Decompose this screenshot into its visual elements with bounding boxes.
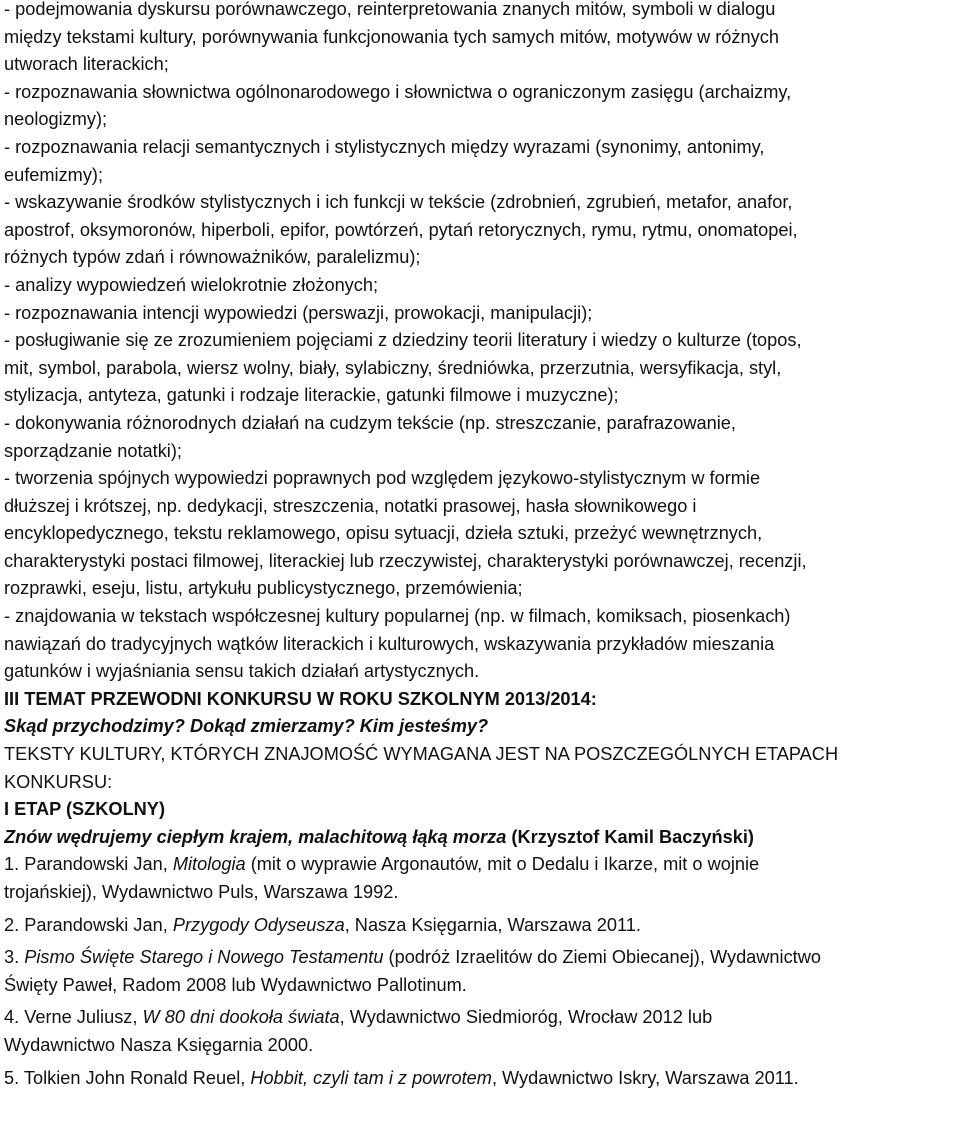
skills-line: - rozpoznawania intencji wypowiedzi (perswazji, prowokacji, manipulacji); — [4, 302, 593, 323]
reading-details: (mit o wyprawie Argonautów, mit o Dedalu i Ikarze, mit o wojnie — [245, 854, 760, 875]
reading-details: , Wydawnictwo Siedmioróg, Wrocław 2012 lub — [339, 1007, 713, 1028]
reading-item-5 — [4, 1065, 954, 1093]
skills-line: mit, symbol, parabola, wiersz wolny, biały, sylabiczny, średniówka, przerzutnia, wersyfikacja, styl, — [4, 357, 782, 378]
reading-details: , Wydawnictwo Iskry, Warszawa 2011. — [491, 1067, 799, 1088]
reading-details: (podróż Izraelitów do Ziemi Obiecanej), Wydawnictwo — [383, 947, 821, 968]
reading-number: 3. — [4, 947, 25, 968]
theme-heading: III TEMAT PRZEWODNI KONKURSU W ROKU SZKOLNYM 2013/2014: — [4, 688, 597, 709]
skills-line: neologizmy); — [4, 109, 108, 130]
skills-line: sporządzanie notatki); — [4, 440, 182, 461]
texts-heading-cont: KONKURSU: — [4, 771, 113, 792]
skills-line: - analizy wypowiedzeń wielokrotnie złożonych; — [4, 274, 379, 295]
stage-heading: I ETAP (SZKOLNY) — [4, 799, 165, 820]
skills-line: nawiązań do tradycyjnych wątków literackich i kulturowych, wskazywania przykładów mieszania — [4, 633, 775, 654]
skills-line: apostrof, oksymoronów, hiperboli, epifor, powtórzeń, pytań retorycznych, rymu, rytmu, onomatopei, — [4, 219, 798, 240]
reading-details-cont: Święty Paweł, Radom 2008 lub Wydawnictwo Pallotinum. — [4, 974, 467, 995]
reading-title: Przygody Odyseusza — [172, 914, 345, 935]
reading-title: Mitologia — [172, 854, 246, 875]
reading-title: Pismo Święte Starego i Nowego Testamentu — [24, 947, 384, 968]
skills-line: - posługiwanie się ze zrozumieniem pojęciami z dziedziny teorii literatury i wiedzy o kulturze (topos, — [4, 330, 802, 351]
skills-line: - rozpoznawania słownictwa ogólnonarodowego i słownictwa o ograniczonym zasięgu (archaizmy, — [4, 81, 792, 102]
reading-item-4 — [4, 1004, 954, 1059]
reading-details-cont: Wydawnictwo Nasza Księgarnia 2000. — [4, 1034, 314, 1055]
reading-details: , Nasza Księgarnia, Warszawa 2011. — [344, 914, 641, 935]
skills-line: - znajdowania w tekstach współczesnej kultury popularnej (np. w filmach, komiksach, piosenkach) — [4, 606, 791, 627]
skills-line: - podejmowania dyskursu porównawczego, reinterpretowania znanych mitów, symboli w dialogu — [4, 0, 776, 19]
motto-quote: Znów wędrujemy ciepłym krajem, malachitową łąką morza — [4, 826, 507, 847]
skills-line: między tekstami kultury, porównywania funkcjonowania tych samych mitów, motywów w różnych — [4, 26, 779, 47]
motto-author: (Krzysztof Kamil Baczyński) — [506, 826, 754, 847]
motto — [4, 824, 954, 852]
reading-author: 2. Parandowski Jan, — [4, 914, 173, 935]
reading-author: 4. Verne Juliusz, — [4, 1007, 143, 1028]
skills-line: eufemizmy); — [4, 164, 104, 185]
reading-title: Hobbit, czyli tam i z powrotem — [250, 1067, 492, 1088]
reading-author: 5. Tolkien John Ronald Reuel, — [4, 1067, 251, 1088]
texts-heading: TEKSTY KULTURY, KTÓRYCH ZNAJOMOŚĆ WYMAGANA JEST NA POSZCZEGÓLNYCH ETAPACH — [4, 744, 839, 765]
reading-details-cont: trojańskiej), Wydawnictwo Puls, Warszawa 1992. — [4, 882, 399, 902]
skills-line: - wskazywanie środków stylistycznych i ich funkcji w tekście (zdrobnień, zgrubień, metafor, anafor, — [4, 192, 793, 213]
reading-list — [4, 851, 954, 1092]
reading-item-2 — [4, 912, 954, 940]
skills-line: utworach literackich; — [4, 54, 169, 75]
skills-line: charakterystyki postaci filmowej, literackiej lub rzeczywistej, charakterystyki porównawczej, recenzji, — [4, 550, 807, 571]
theme-title: Skąd przychodzimy? Dokąd zmierzamy? Kim jesteśmy? — [4, 716, 489, 737]
skills-line: różnych typów zdań i równoważników, paralelizmu); — [4, 247, 421, 268]
skills-line: stylizacja, antyteza, gatunki i rodzaje literackie, gatunki filmowe i muzyczne); — [4, 385, 619, 406]
skills-line: dłuższej i krótszej, np. dedykacji, streszczenia, notatki prasowej, hasła słownikowego i — [4, 495, 697, 516]
reading-author: 1. Parandowski Jan, — [4, 854, 173, 875]
skills-line: - dokonywania różnorodnych działań na cudzym tekście (np. streszczanie, parafrazowanie, — [4, 412, 736, 433]
skills-list — [4, 0, 954, 686]
skills-line: - rozpoznawania relacji semantycznych i stylistycznych między wyrazami (synonimy, antonimy, — [4, 136, 765, 157]
reading-item-3 — [4, 944, 954, 999]
skills-line: - tworzenia spójnych wypowiedzi poprawnych pod względem językowo-stylistycznym w formie — [4, 468, 761, 489]
reading-title: W 80 dni dookoła świata — [142, 1007, 340, 1028]
skills-line: gatunków i wyjaśniania sensu takich działań artystycznych. — [4, 661, 480, 682]
skills-line: encyklopedycznego, tekstu reklamowego, opisu sytuacji, dzieła sztuki, przeżyć wewnętrznych, — [4, 523, 763, 544]
reading-item-1 — [4, 851, 954, 906]
skills-line: rozprawki, eseju, listu, artykułu publicystycznego, przemówienia; — [4, 578, 523, 599]
